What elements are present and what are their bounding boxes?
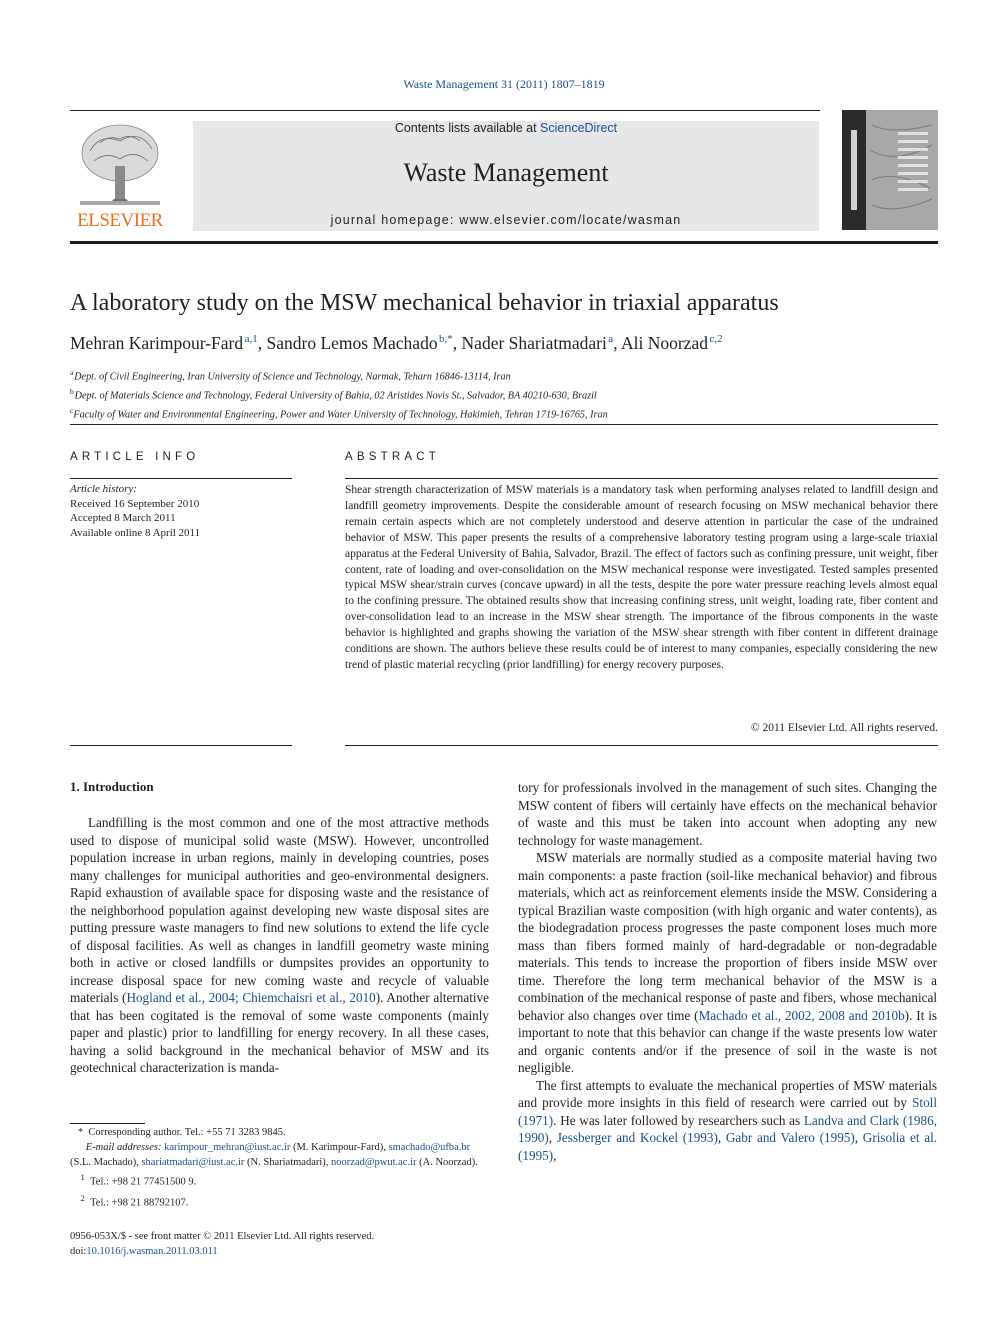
author-affil-mark[interactable]: a,1	[244, 333, 258, 345]
citation-link[interactable]: Gabr and Valero (1995)	[725, 1130, 855, 1145]
journal-homepage[interactable]: journal homepage: www.elsevier.com/locate/wasman	[330, 213, 682, 227]
citation-link[interactable]: Landva and Clark (1986, 1990)	[518, 1112, 937, 1145]
author-affil-mark[interactable]: c,2	[709, 333, 723, 345]
journal-title: Waste Management	[403, 158, 609, 187]
bottom-publication-info	[70, 1230, 374, 1259]
abstract-text: Shear strength characterization of MSW materials is a mandatory task when performing analyses related to landfill design and landfill geometry improvements. Despite the considerable amount of research focusing on MSW mechanical behavior there remain certain aspects which are not completely understood and deserve attention in particular the case of the undrained behavior of MSW. This paper presents the results of a comprehensive laboratory testing program using a large-scale triaxial apparatus at the Federal University of Bahia, Salvador, Brazil. The effect of factors such as confining pressure, unit weight, fiber content, rate of loading and over-consolidation on the MSW mechanical response were investigated. Tested samples presented typical MSW shear/strain curves (concave upward) in all the tests, despite the pore water pressure reaching levels almost equal to the confining pressure. The obtained results show that increasing confining stress, unit weight, loading rate, fiber content and over-consolidation lead to an increase in the MSW shear strength. The importance of the fibrous components in the waste behavior is highlighted and graphs showing the variation of the MSW shear strength with fiber content in different drainage conditions are shown. The authors believe these results could be of interest to many companies, especially considering the new trend of plastic material recycling (prior landfilling) for energy recovery purposes.	[345, 484, 938, 671]
footnotes	[70, 1126, 489, 1211]
accepted-date: Accepted 8 March 2011	[70, 512, 176, 524]
online-date: Available online 8 April 2011	[70, 526, 201, 539]
header-thick-rule	[70, 241, 938, 244]
email-label: E-mail addresses:	[85, 1141, 162, 1153]
email-link[interactable]: smachado@ufba.br	[388, 1141, 471, 1153]
affiliation-c	[70, 404, 938, 423]
footnote-corresponding: * Corresponding author. Tel.: +55 71 3283 9845.	[70, 1127, 286, 1138]
affil-text: Dept. of Materials Science and Technology, Federal University of Bahia, 02 Aristides Novis St., Salvador, BA 40210-630, Brazil	[74, 390, 597, 402]
author-name[interactable]: Nader Shariatmadari	[461, 333, 607, 353]
text-run: ). Another alternative that has been cogitated is the removal of some waste components (mainly paper and plastic) prior to landfilling for energy recovery. In all these cases, having a solid background in the mechanical behavior of MSW and its geotechnical characterization is manda-	[70, 990, 489, 1075]
received-date: Received 16 September 2010	[70, 497, 200, 510]
affiliation-b	[70, 385, 938, 404]
contents-prefix: Contents lists available at	[394, 121, 541, 135]
affil-key: c	[70, 405, 74, 415]
article-info-bottom-rule	[70, 745, 292, 746]
footnote-text: Tel.: +98 21 77451500 9.	[90, 1176, 197, 1188]
citation-link[interactable]: Grisolia et al. (1995)	[518, 1130, 938, 1163]
email-link[interactable]: shariatmadari@iust.ac.ir	[141, 1156, 245, 1168]
abstract-heading: ABSTRACT	[345, 451, 440, 463]
history-label: Article history:	[70, 483, 137, 495]
citation-link[interactable]: Machado et al., 2002, 2008 and 2010b	[698, 1007, 905, 1023]
citation-link[interactable]: Hogland et al., 2004; Chiemchaisri et al., 2010	[126, 990, 376, 1005]
body-column-right	[518, 779, 937, 1164]
citation-link[interactable]: Stoll (1971)	[518, 1095, 937, 1128]
abstract-bottom-rule	[345, 745, 938, 746]
text-run: MSW materials are normally studied as a composite material having two main components: a paste fraction (soil-like mechanical behavior) and fibrous materials, which act as reinforcement elements inside the MSW. Considering a typical Brazilian waste composition (with high organic and water contents), as the biodegradation process progresses the paste component loses much more mass than fibers formed mainly of hard-degradable or non-degradable materials. This tends to increase the proportion of fibers inside MSW over time. Therefore the long term mechanical behavior of the MSW is a combination of the mechanical response of paste and fibers, whose mechanical behavior also changes over time (	[518, 850, 937, 1023]
sciencedirect-link[interactable]: ScienceDirect	[540, 121, 618, 135]
paper-title: A laboratory study on the MSW mechanical behavior in triaxial apparatus	[70, 290, 779, 316]
section-heading-introduction: 1. Introduction	[70, 779, 154, 794]
email-link[interactable]: noorzad@pwut.ac.ir	[331, 1156, 417, 1168]
affil-text: Faculty of Water and Environmental Engineering, Power and Water University of Technology, Hakimieh, Tehran 1719-16765, Iran	[73, 409, 608, 421]
article-info-heading: ARTICLE INFO	[70, 451, 200, 463]
footnote-text: Tel.: +98 21 88792107.	[90, 1197, 189, 1209]
author-name[interactable]: Ali Noorzad	[620, 333, 708, 353]
text-run: ). It is important to note that this behavior can change if the waste presents low water and organic contents and/or if the presence of soil in the waste is not negligible.	[518, 1007, 937, 1075]
author-list: Mehran Karimpour-Fard $^{a,1}$, Sandro Lemos Machado $^{b,*}$, Nader Shariatmadari $^a$, Ali Noorzad $^{c,2}$	[70, 333, 723, 353]
journal-citation[interactable]: Waste Management 31 (2011) 1807–1819	[403, 77, 605, 91]
footnote-rule	[70, 1123, 145, 1124]
author-name[interactable]: Sandro Lemos Machado	[266, 333, 438, 353]
email-owner: (N. Shariatmadari),	[247, 1156, 329, 1168]
article-info-rule	[70, 478, 292, 479]
email-link[interactable]: karimpour_mehran@iust.ac.ir	[164, 1141, 291, 1153]
affil-key: a	[70, 368, 74, 377]
paragraph	[70, 814, 489, 1077]
citation-link[interactable]: Jessberger and Kockel (1993)	[556, 1130, 718, 1145]
abstract-rule	[345, 478, 938, 479]
affiliation-a	[70, 366, 938, 385]
doi-label: doi:	[70, 1245, 87, 1257]
affiliation-list	[70, 366, 938, 423]
footnote-text: Corresponding author. Tel.: +55 71 3283 9845.	[88, 1127, 286, 1138]
email-owner: (M. Karimpour-Fard),	[293, 1141, 386, 1153]
affil-key: b	[70, 386, 74, 396]
author-name[interactable]: Mehran Karimpour-Fard	[70, 333, 244, 353]
affil-text: Dept. of Civil Engineering, Iran University of Science and Technology, Narmak, Teharn 16846-13114, Iran	[74, 371, 511, 383]
article-history	[70, 482, 292, 540]
email-owner: (S.L. Machado),	[70, 1156, 139, 1168]
header-rule	[70, 110, 820, 111]
author-affil-mark[interactable]: b,*	[439, 333, 453, 345]
text-run: . He was later followed by researchers such as	[553, 1112, 804, 1128]
doi-line	[70, 1245, 374, 1260]
footnote-2: $^2$ Tel.: +98 21 88792107.	[80, 1192, 189, 1209]
text-run: Landfilling is the most common and one of the most attractive methods used to dispose of municipal solid waste (MSW). However, uncontrolled population increase in urban regions, mainly in developing countries, poses many challenges for municipal authorities and geo-environmental designers. Rapid exhaustion of available space for disposing waste and the resistance of the neighborhood population against developing new waste disposal sites are putting pressure waste managers to find new solutions to extend the life cycle of disposal facilities. As well as changes in landfill geometry waste mining both in active or closed landfills or dumpsites provides an opportunity to increase disposal space for new coming waste and recycle of valuable materials (	[70, 815, 489, 1005]
cover-icon	[842, 110, 938, 230]
footnote-1: $^1$ Tel.: +98 21 77451500 9.	[80, 1172, 197, 1188]
author-affil-mark[interactable]: a	[608, 333, 614, 345]
footnote-emails	[70, 1141, 489, 1171]
paragraph: The first attempts to evaluate the mechanical properties of MSW materials and provide more insights in this field of research were carried out by Stoll (1971). He was later followed by researchers such as Landva and Clark (1986, 1990), Jessberger and Kockel (1993), Gabr and Valero (1995), Grisolia et al. (1995),	[518, 1077, 938, 1163]
email-owner: (A. Noorzad).	[419, 1156, 478, 1168]
paragraph: tory for professionals involved in the management of such sites. Changing the MSW content of fibers will certainly have effects on the mechanical behavior of waste and this must be taken into account when adopting any new technology for waste management.	[518, 780, 937, 848]
doi-link[interactable]: 10.1016/j.wasman.2011.03.011	[86, 1245, 218, 1257]
paragraph	[518, 849, 937, 1077]
issn-line: 0956-053X/$ - see front matter © 2011 Elsevier Ltd. All rights reserved.	[70, 1231, 375, 1242]
affiliation-rule	[70, 424, 938, 425]
abstract-copyright: © 2011 Elsevier Ltd. All rights reserved.	[750, 722, 938, 734]
text-run: The first attempts to evaluate the mechanical properties of MSW materials and provide more insights in this field of research were carried out by	[518, 1077, 937, 1110]
tree-icon	[70, 121, 170, 211]
publisher-wordmark: ELSEVIER	[77, 210, 163, 231]
journal-cover-image	[842, 110, 938, 230]
body-column-left	[70, 814, 489, 1077]
contents-line	[193, 121, 819, 135]
